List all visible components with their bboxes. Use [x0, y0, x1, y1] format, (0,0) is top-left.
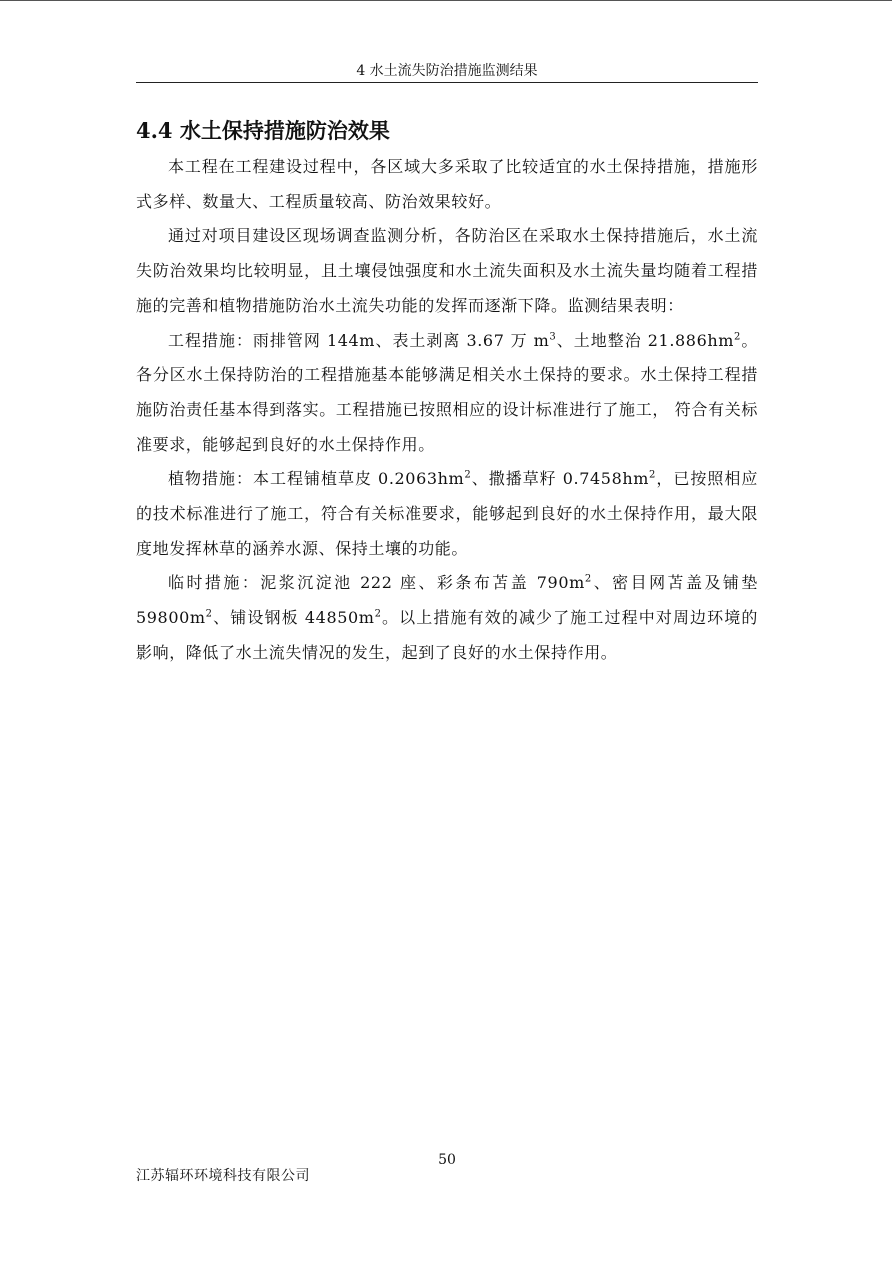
company-name: 江苏辐环环境科技有限公司	[136, 1168, 310, 1184]
superscript-2: 2	[205, 608, 213, 620]
superscript-2: 2	[374, 608, 382, 620]
paragraph-analysis: 通过对项目建设区现场调查监测分析，各防治区在采取水土保持措施后，水土流失防治效果均比较明显，且土壤侵蚀强度和水土流失面积及水土流失量均随着工程措施的完善和植物措施防治水土流失功能的发挥而逐渐下降。监测结果表明：	[136, 226, 758, 315]
page-number: 50	[438, 1152, 456, 1168]
running-header: 4 水土流失防治措施监测结果	[356, 63, 538, 79]
section-title: 4.4 水土保持措施防治效果	[136, 118, 390, 143]
superscript-2: 2	[734, 331, 742, 343]
vegetation-text-part-2: 、撒播草籽 0.7458hm	[471, 469, 650, 489]
temporary-text-part-4: 。以上措施有效的减少了施工过程中对周边环境的影响，降低了水土流失情况的发生，起到了良好的水土保持作用。	[136, 608, 758, 662]
vegetation-text-part-1: 植物措施：本工程铺植草皮 0.2063hm	[168, 469, 465, 489]
engineering-text-part-2: 、土地整治 21.886hm	[556, 330, 735, 350]
temporary-text-part-3: 、铺设钢板 44850m	[212, 608, 375, 628]
superscript-2: 2	[649, 470, 656, 481]
temporary-text-part-2: 、密目网苫盖及铺垫 59800m	[136, 573, 758, 628]
paragraph-engineering-measures	[136, 324, 758, 463]
superscript-2: 2	[464, 470, 472, 481]
temporary-text-part-1: 临时措施：泥浆沉淀池 222 座、彩条布苫盖 790m	[168, 573, 585, 593]
vegetation-text-part-3: ，已按照相应的技术标准进行了施工，符合有关标准要求，能够起到良好的水土保持作用，最大限度地发挥林草的涵养水源、保持土壤的功能。	[136, 469, 758, 558]
header-rule	[136, 82, 758, 83]
paragraph-temporary-measures	[136, 566, 758, 670]
superscript-3: 3	[549, 331, 557, 343]
body-text	[136, 150, 758, 671]
page-top-border	[0, 0, 892, 1]
paragraph-vegetation-measures	[136, 462, 758, 566]
engineering-text-part-3: 。各分区水土保持防治的工程措施基本能够满足相关水土保持的要求。水土保持工程措施防治责任基本得到落实。工程措施已按照相应的设计标准进行了施工， 符合有关标准要求，能够起到良好的水土保持作用。	[136, 330, 759, 454]
engineering-text-part-1: 工程措施：雨排管网 144m、表土剥离 3.67 万 m	[168, 330, 550, 350]
paragraph-intro: 本工程在工程建设过程中，各区域大多采取了比较适宜的水土保持措施，措施形式多样、数量大、工程质量较高、防治效果较好。	[136, 157, 758, 211]
superscript-2: 2	[584, 574, 592, 586]
